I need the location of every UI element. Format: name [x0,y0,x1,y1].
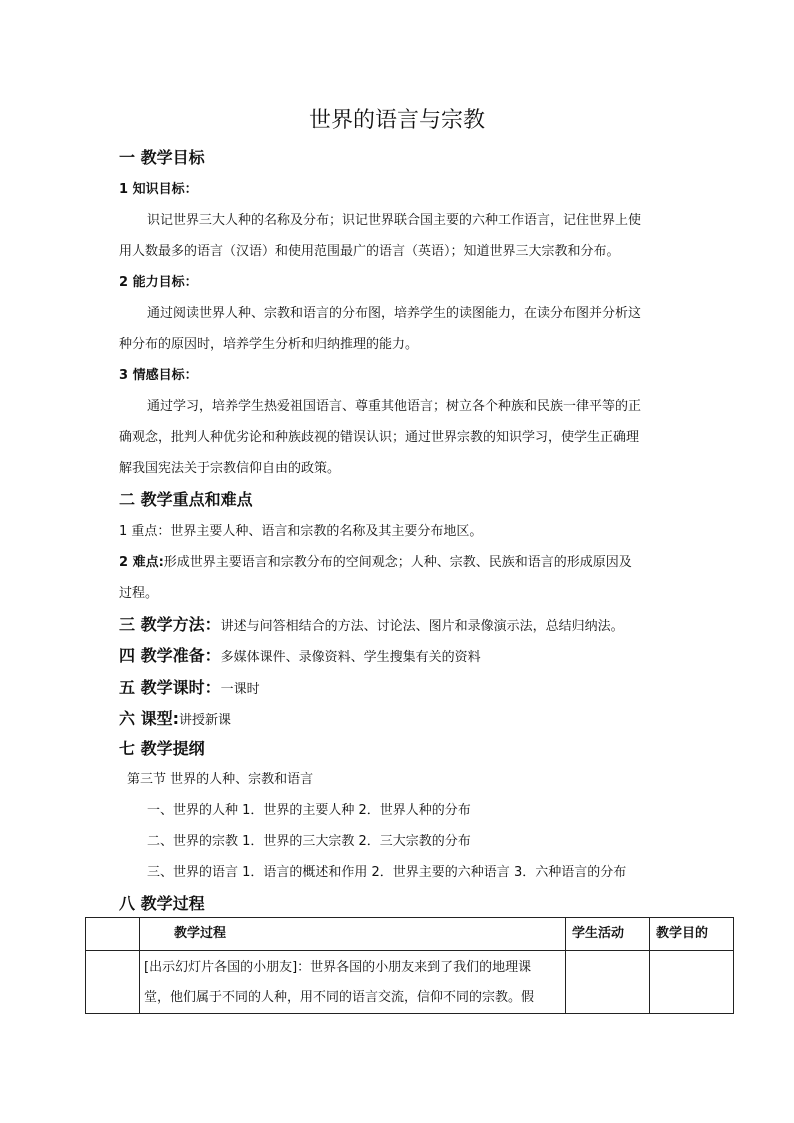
section-methods [119,612,624,635]
ability-goal-line: 通过阅读世界人种、宗教和语言的分布图，培养学生的读图能力，在读分布图并分析这 [147,306,642,321]
table-header-cell: 教学目的 [650,918,734,951]
emotion-goal-line: 确观念，批判人种优劣论和种族歧视的错误认识；通过世界宗教的知识学习，使学生正确理 [119,430,640,445]
knowledge-goal-line: 识记世界三大人种的名称及分布；识记世界联合国主要的六种工作语言，记住世界上使 [147,213,642,228]
document-title: 世界的语言与宗教 [308,108,485,133]
table-cell [86,951,140,1014]
process-text-line: 堂，他们属于不同的人种，用不同的语言交流，信仰不同的宗教。假 [144,990,535,1005]
methods-text: 讲述与问答相结合的方法、讨论法、图片和录像演示法，总结归纳法。 [220,619,624,634]
hours-heading: 五 教学课时： [119,678,221,697]
lesson-type-text: 讲授新课 [178,713,231,728]
outline-item: 第三节 世界的人种、宗教和语言 [127,772,314,787]
difficulty-label: 2 难点: [119,555,164,570]
section-teaching-goals-heading: 一 教学目标 [119,148,205,167]
ability-goal-label: 2 能力目标： [119,275,198,290]
ability-goal-line: 种分布的原因时，培养学生分析和归纳推理的能力。 [119,337,419,352]
table-cell [566,951,650,1014]
difficulty-line [119,551,632,570]
emotion-goal-label: 3 情感目标： [119,368,198,383]
outline-item: 三、世界的语言 1．语言的概述和作用 2．世界主要的六种语言 3．六种语言的分布 [147,865,627,880]
outline-item: 二、世界的宗教 1．世界的三大宗教 2．三大宗教的分布 [147,834,471,849]
table-header-cell: 学生活动 [566,918,650,951]
table-cell [650,951,734,1014]
methods-heading: 三 教学方法： [119,615,221,634]
table-header-cell: 教学过程 [140,918,566,951]
emotion-goal-line: 通过学习，培养学生热爱祖国语言、尊重其他语言；树立各个种族和民族一律平等的正 [147,399,642,414]
section-outline-heading: 七 教学提纲 [119,739,205,758]
difficulty-line-cont: 过程。 [119,586,159,601]
knowledge-goal-line: 用人数最多的语言（汉语）和使用范围最广的语言（英语）；知道世界三大宗教和分布。 [119,244,620,259]
teaching-process-table [85,917,734,1014]
table-header-row [86,918,734,951]
difficulty-text: 形成世界主要语言和宗教分布的空间观念；人种、宗教、民族和语言的形成原因及 [163,555,632,570]
section-key-points-heading: 二 教学重点和难点 [119,490,253,509]
key-point-text: 世界主要人种、语言和宗教的名称及其主要分布地区。 [170,524,483,539]
table-header-cell [86,918,140,951]
section-hours [119,675,260,698]
process-text-line: [出示幻灯片各国的小朋友]：世界各国的小朋友来到了我们的地理课 [144,960,532,975]
key-point-line [119,520,482,539]
table-cell [140,951,566,1014]
table-row [86,951,734,1014]
outline-item: 一、世界的人种 1．世界的主要人种 2．世界人种的分布 [147,803,471,818]
emotion-goal-line: 解我国宪法关于宗教信仰自由的政策。 [119,461,341,476]
preparation-heading: 四 教学准备： [119,646,221,665]
lesson-type-heading: 六 课型: [119,709,179,728]
section-process-heading: 八 教学过程 [119,894,205,913]
preparation-text: 多媒体课件、录像资料、学生搜集有关的资料 [220,650,481,665]
section-lesson-type [119,706,231,729]
knowledge-goal-label: 1 知识目标： [119,182,198,197]
hours-text: 一课时 [220,682,260,697]
key-point-label: 1 重点： [119,524,171,539]
section-preparation [119,643,481,666]
